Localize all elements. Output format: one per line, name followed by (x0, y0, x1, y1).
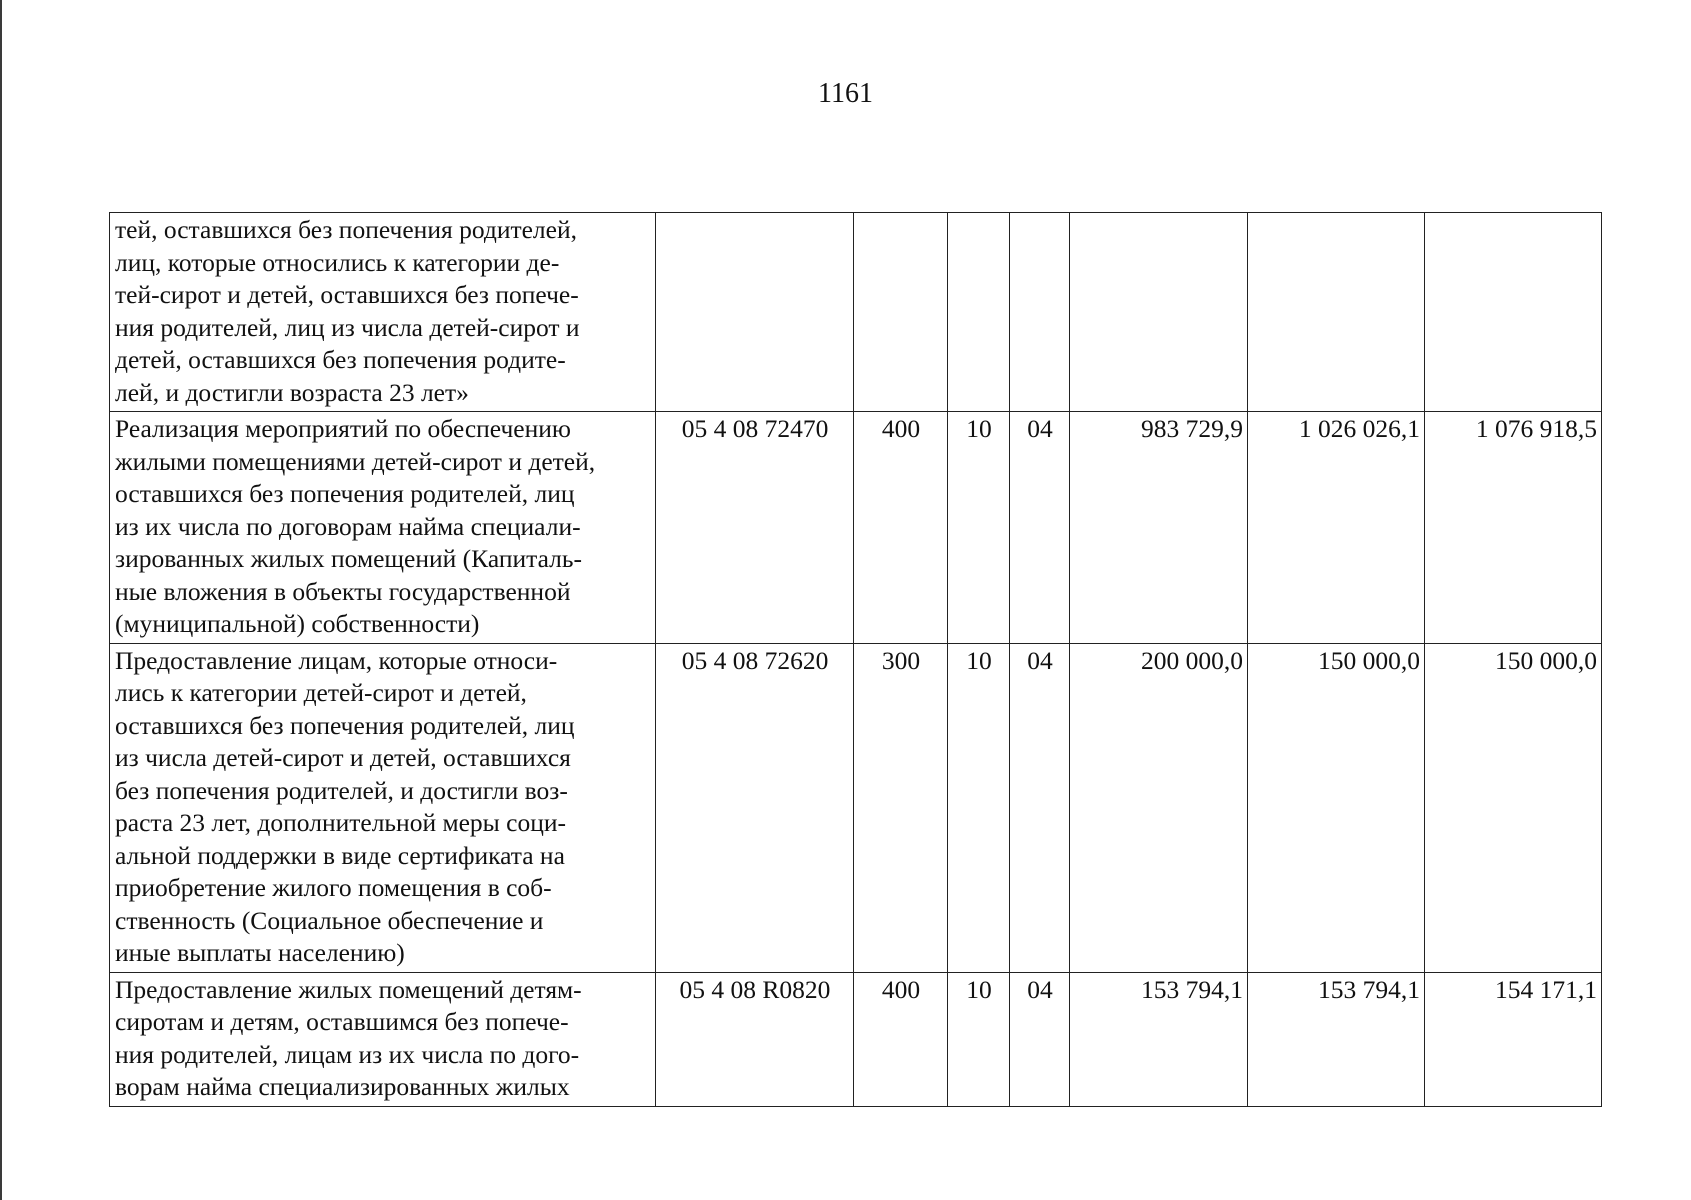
amount-year-3 (1425, 213, 1602, 412)
description-line: сиротам и детям, оставшимся без попече- (115, 1007, 569, 1036)
subsection-code: 04 (1010, 412, 1070, 644)
subsection-code: 04 (1010, 643, 1070, 972)
description-line: тей, оставшихся без попечения родителей, (115, 215, 577, 244)
description-line: из их числа по договорам найма специали- (115, 511, 581, 541)
description-line: ные вложения в объекты государственной (115, 576, 571, 606)
row-description (110, 213, 656, 412)
amount-year-1: 983 729,9 (1070, 412, 1248, 644)
target-article-code: 05 4 08 72470 (656, 412, 854, 644)
expense-type-code (854, 213, 948, 412)
description-line: ственность (Социальное обеспечение и (115, 905, 544, 935)
section-code: 10 (948, 412, 1010, 644)
description-line: ния родителей, лицам из их числа по дого- (115, 1039, 580, 1069)
page-number: 1161 (818, 78, 873, 109)
amount-year-1: 153 794,1 (1070, 972, 1248, 1106)
section-code: 10 (948, 972, 1010, 1106)
description-line: из числа детей-сирот и детей, оставшихся (115, 743, 571, 772)
subsection-code (1010, 213, 1070, 412)
description-line: детей, оставшихся без попечения родите- (115, 345, 566, 374)
amount-year-2: 153 794,1 (1248, 972, 1425, 1106)
row-description (110, 412, 656, 644)
description-line: тей-сирот и детей, оставшихся без попече- (115, 280, 579, 309)
amount-year-1 (1070, 213, 1248, 412)
description-line: приобретение жилого помещения в соб- (115, 873, 552, 902)
description-line: иные выплаты населению) (115, 938, 405, 967)
description-line: лиц, которые относились к категории де- (115, 247, 560, 277)
target-article-code (656, 213, 854, 412)
description-line: раста 23 лет, дополнительной меры соци- (115, 808, 567, 837)
amount-year-1: 200 000,0 (1070, 643, 1248, 972)
description-line: Реализация мероприятий по обеспечению (115, 414, 571, 443)
amount-year-3: 1 076 918,5 (1425, 412, 1602, 644)
description-line: ния родителей, лиц из числа детей-сирот и (115, 312, 580, 342)
subsection-code: 04 (1010, 972, 1070, 1106)
budget-table-body (110, 213, 1602, 1107)
scan-edge-line (0, 0, 2, 1200)
budget-table (109, 212, 1602, 1107)
description-line: жилыми помещениями детей-сирот и детей, (115, 446, 596, 476)
amount-year-2: 1 026 026,1 (1248, 412, 1425, 644)
section-code (948, 213, 1010, 412)
amount-year-2: 150 000,0 (1248, 643, 1425, 972)
description-line: оставшихся без попечения родителей, лиц (115, 479, 575, 508)
expense-type-code: 300 (854, 643, 948, 972)
description-line: зированных жилых помещений (Капиталь- (115, 544, 582, 573)
table-row (110, 412, 1602, 644)
description-line: лись к категории детей-сирот и детей, (115, 678, 527, 707)
description-line: лей, и достигли возраста 23 лет» (115, 377, 469, 407)
row-description (110, 643, 656, 972)
description-line: ворам найма специализированных жилых (115, 1072, 570, 1101)
description-line: оставшихся без попечения родителей, лиц (115, 710, 575, 740)
description-line: альной поддержки в виде сертификата на (115, 840, 565, 870)
table-row (110, 643, 1602, 972)
amount-year-2 (1248, 213, 1425, 412)
section-code: 10 (948, 643, 1010, 972)
description-line: Предоставление жилых помещений детям- (115, 974, 582, 1004)
row-description (110, 972, 656, 1106)
expense-type-code: 400 (854, 972, 948, 1106)
amount-year-3: 154 171,1 (1425, 972, 1602, 1106)
table-row (110, 972, 1602, 1106)
description-line: Предоставление лицам, которые относи- (115, 645, 558, 675)
target-article-code: 05 4 08 72620 (656, 643, 854, 972)
description-line: без попечения родителей, и достигли воз- (115, 775, 568, 805)
expense-type-code: 400 (854, 412, 948, 644)
description-line: (муниципальной) собственности) (115, 609, 480, 638)
amount-year-3: 150 000,0 (1425, 643, 1602, 972)
table-row (110, 213, 1602, 412)
target-article-code: 05 4 08 R0820 (656, 972, 854, 1106)
